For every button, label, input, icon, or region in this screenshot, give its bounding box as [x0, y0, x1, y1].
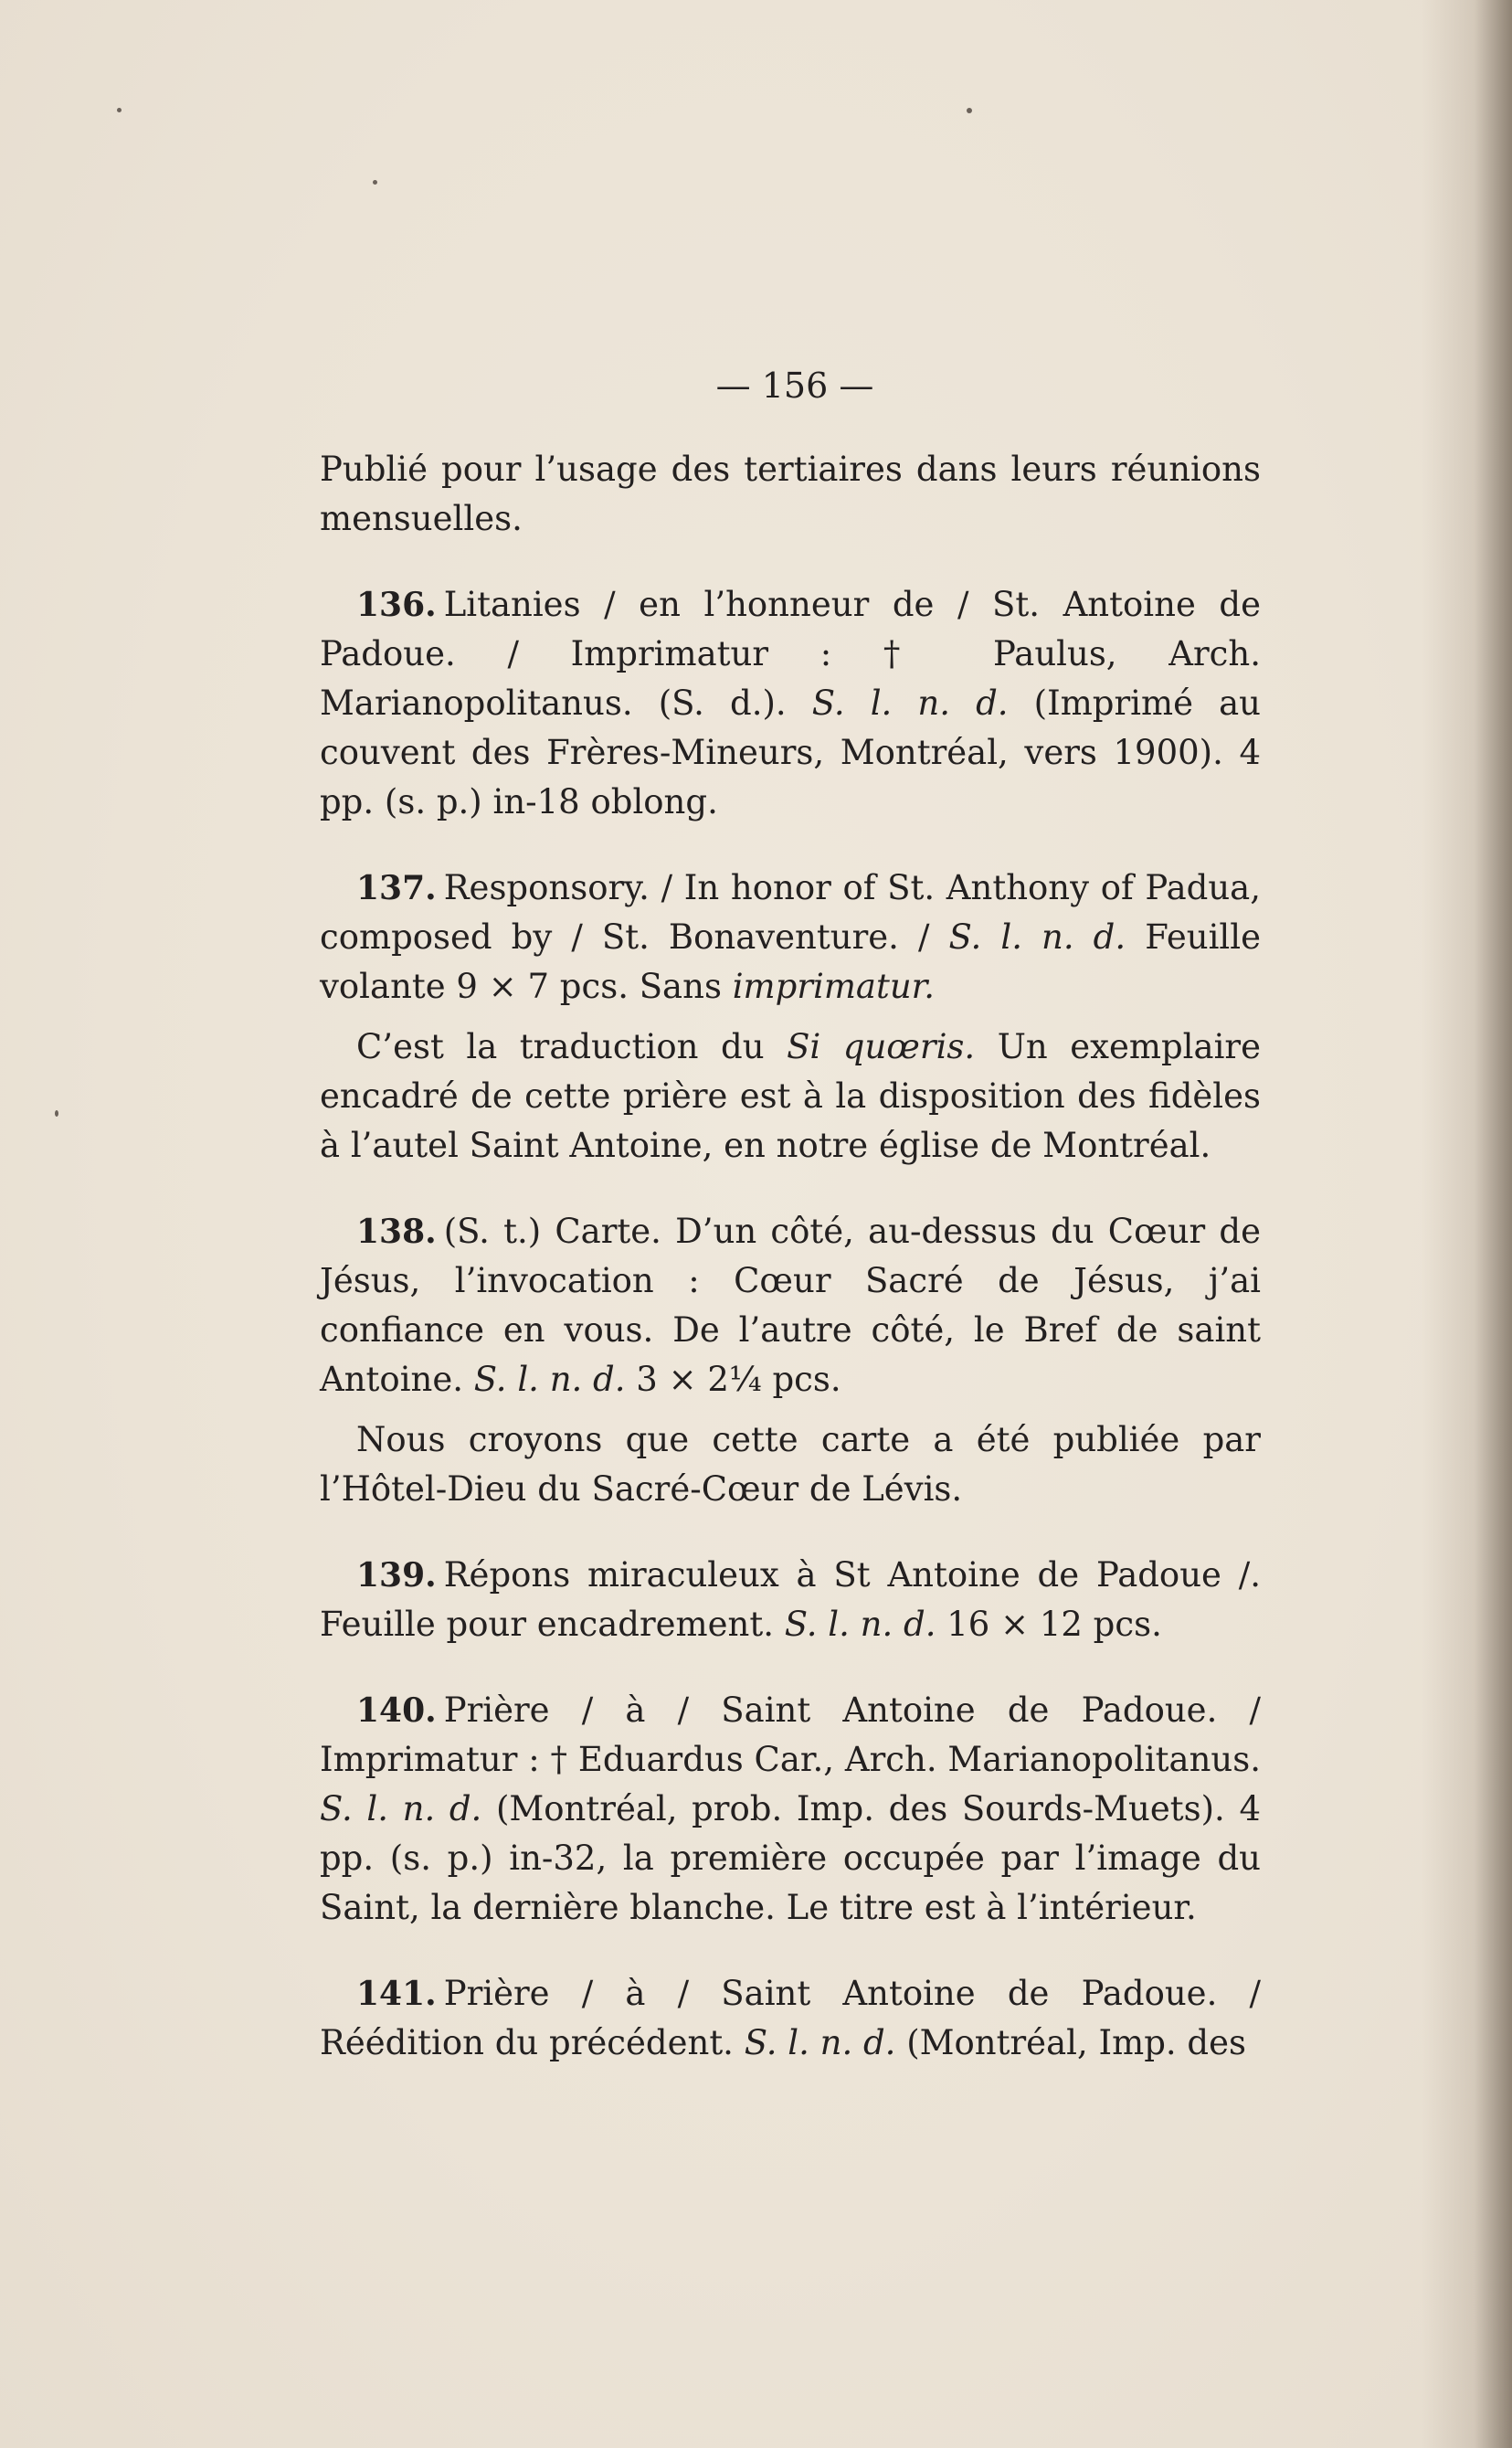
entry-number: 140. — [356, 1691, 437, 1730]
note-italic: Si quœris. — [787, 1027, 976, 1066]
entry-italic: S. l. n. d. — [811, 684, 1009, 723]
intro-paragraph: Publié pour l’usage des tertiaires dans leurs réunions mensuelles. — [320, 450, 1261, 538]
page-text — [320, 361, 1261, 2068]
entry-italic: S. l. n. d. — [784, 1605, 936, 1644]
paper-speck — [967, 108, 972, 113]
entry-137 — [320, 864, 1261, 1012]
entry-138-note: Nous croyons que cette carte a été publiée par l’Hôtel-Dieu du Sacré-Cœur de Lévis. — [320, 1420, 1261, 1509]
entry-text: (Imprimé au couvent des Frères-Mineurs, Montréal, vers 1900). 4 pp. (s. p.) in-18 oblong. — [320, 684, 1261, 821]
entry-italic: S. l. n. d. — [320, 1789, 482, 1828]
entry-text: Prière / à / Saint Antoine de Padoue. / Réédition du précédent. — [320, 1974, 1261, 2062]
entry-text: 16 × 12 pcs. — [936, 1605, 1162, 1644]
entry-text: Prière / à / Saint Antoine de Padoue. / Imprimatur : † Eduardus Car., Arch. Marianopolitanus. — [320, 1690, 1261, 1779]
entry-text: (Montréal, Imp. des — [895, 2023, 1246, 2062]
entry-text: (S. t.) Carte. D’un côté, au-dessus du Cœur de Jésus, l’invocation : Cœur Sacré de Jésus, j’ai confiance en vous. De l’autre côté, le Bref de saint Antoine. — [320, 1212, 1261, 1399]
entry-number: 136. — [356, 586, 437, 624]
entry-italic: S. l. n. d. — [473, 1360, 626, 1399]
entry-text: (Montréal, prob. Imp. des Sourds-Muets). 4 pp. (s. p.) in-32, la première occupée par l’image du Saint, la dernière blanche. Le titre est à l’intérieur. — [320, 1789, 1261, 1927]
entry-137-note — [320, 1023, 1261, 1171]
entry-138 — [320, 1207, 1261, 1404]
note-text: C’est la traduction du — [356, 1027, 788, 1066]
entry-italic: S. l. n. d. — [744, 2023, 896, 2062]
entry-text: Répons miraculeux à St Antoine de Padoue /. Feuille pour encadrement. — [320, 1555, 1261, 1644]
entry-139 — [320, 1551, 1261, 1649]
entry-136 — [320, 580, 1261, 827]
entry-number: 137. — [356, 869, 437, 907]
page-number: — 156 — — [715, 366, 874, 406]
paper-speck — [117, 108, 122, 112]
entry-text: Feuille volante 9 × 7 pcs. Sans — [320, 917, 1261, 1006]
paper-speck — [373, 180, 377, 185]
entry-141 — [320, 1969, 1261, 2068]
entry-number: 141. — [356, 1975, 437, 2013]
entry-text: Litanies / en l’honneur de / St. Antoine de Padoue. / Imprimatur : † Paulus, Arch. Marianopolitanus. (S. d.). — [320, 585, 1261, 723]
entry-text: Responsory. / In honor of St. Anthony of Padua, composed by / St. Bonaventure. / — [320, 868, 1261, 957]
paper-speck — [55, 1110, 58, 1117]
entry-italic: imprimatur. — [732, 967, 936, 1006]
entry-number: 138. — [356, 1213, 437, 1251]
note-text: Un exemplaire encadré de cette prière est à la disposition des fidèles à l’autel Saint Antoine, en notre église de Montréal. — [320, 1027, 1261, 1165]
entry-italic: S. l. n. d. — [948, 917, 1126, 957]
entry-text: 3 × 2¼ pcs. — [625, 1360, 841, 1399]
entry-140 — [320, 1686, 1261, 1933]
entry-number: 139. — [356, 1556, 437, 1595]
